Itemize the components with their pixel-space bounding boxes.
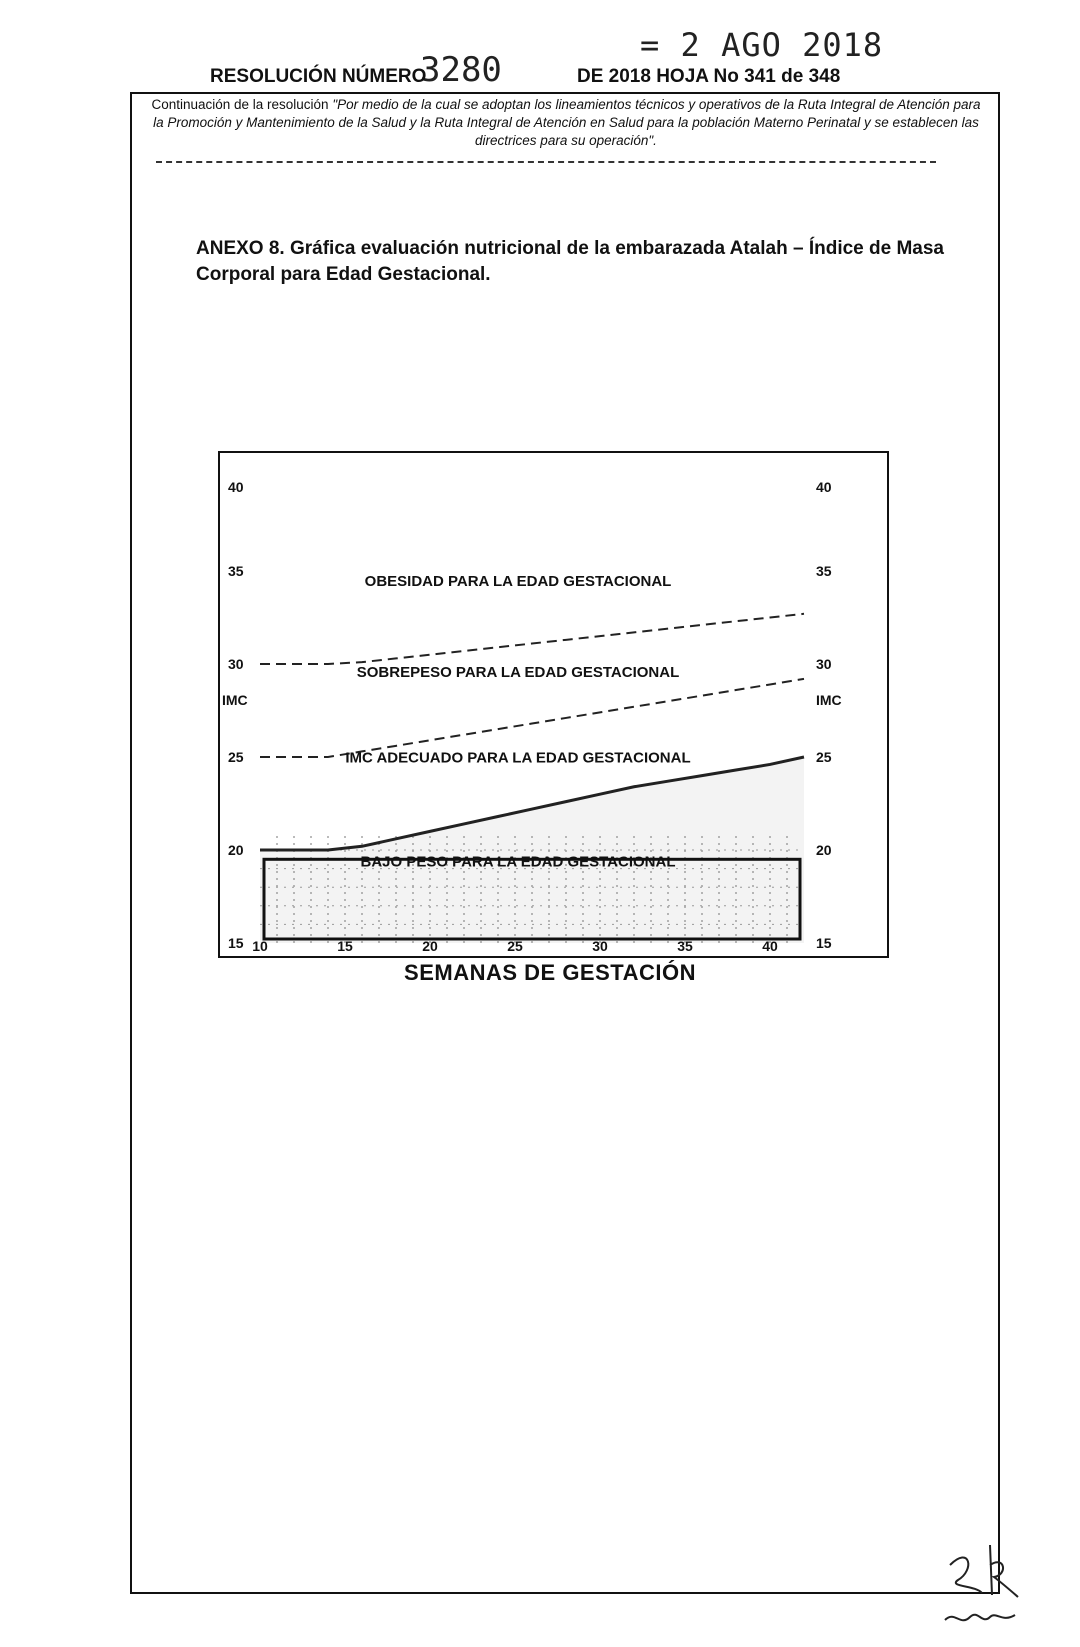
x-tick-label: 15 [337,938,353,954]
continuation-quote: "Por medio de la cual se adoptan los lineamientos técnicos y operativos de la Ruta Integral de Atención para la Promoción y Mantenimiento de la Salud y la Ruta Integral de Atención en Salud para la población Materno Perinatal y se establecen las directrices para su operación". [153,97,981,148]
region-label: OBESIDAD PARA LA EDAD GESTACIONAL [364,572,672,590]
continuation-lead: Continuación de la resolución [151,97,329,112]
y-tick-label-left: 25 [228,749,244,765]
continuation-note [146,96,986,150]
boundary-line [260,679,804,757]
y-tick-label-left: 20 [228,842,244,858]
x-tick-label: 35 [677,938,693,954]
received-date-stamp: = 2 AGO 2018 [640,26,884,64]
y-tick-label-left: 30 [228,656,244,672]
y-tick-label-right: 35 [816,563,832,579]
x-tick-label: 20 [422,938,438,954]
y-tick-label-right: 30 [816,656,832,672]
y-tick-label-left: 15 [228,935,244,951]
annex-title: ANEXO 8. Gráfica evaluación nutricional de la embarazada Atalah – Índice de Masa Corporal para Edad Gestacional. [196,238,944,285]
x-tick-label: 25 [507,938,523,954]
resolution-header [210,66,930,88]
y-axis-label-left: IMC [222,691,248,708]
bmi-chart-svg [220,453,887,956]
resolution-header-suffix: DE 2018 HOJA No 341 de 348 [576,66,841,87]
x-tick-label: 30 [592,938,608,954]
x-tick-label: 40 [762,938,778,954]
y-tick-label-right: 15 [816,935,832,951]
bmi-chart [218,451,889,958]
boundary-line [260,614,804,664]
x-axis-title: SEMANAS DE GESTACIÓN [404,960,696,985]
y-axis-label-right: IMC [816,691,842,708]
y-tick-label-left: 40 [228,479,244,495]
y-tick-label-left: 35 [228,563,244,579]
region-label: BAJO PESO PARA LA EDAD GESTACIONAL [360,853,676,871]
region-label: IMC ADECUADO PARA LA EDAD GESTACIONAL [345,749,691,767]
x-tick-label: 10 [252,938,268,954]
y-tick-label-right: 20 [816,842,832,858]
resolution-header-prefix: RESOLUCIÓN NÚMERO [210,66,427,87]
resolution-number-stamp: 3280 [420,50,502,90]
signature-initials [930,1535,1040,1635]
y-tick-label-right: 25 [816,749,832,765]
dashed-separator [156,161,936,163]
region-label: SOBREPESO PARA LA EDAD GESTACIONAL [356,664,680,682]
y-tick-label-right: 40 [816,479,832,495]
